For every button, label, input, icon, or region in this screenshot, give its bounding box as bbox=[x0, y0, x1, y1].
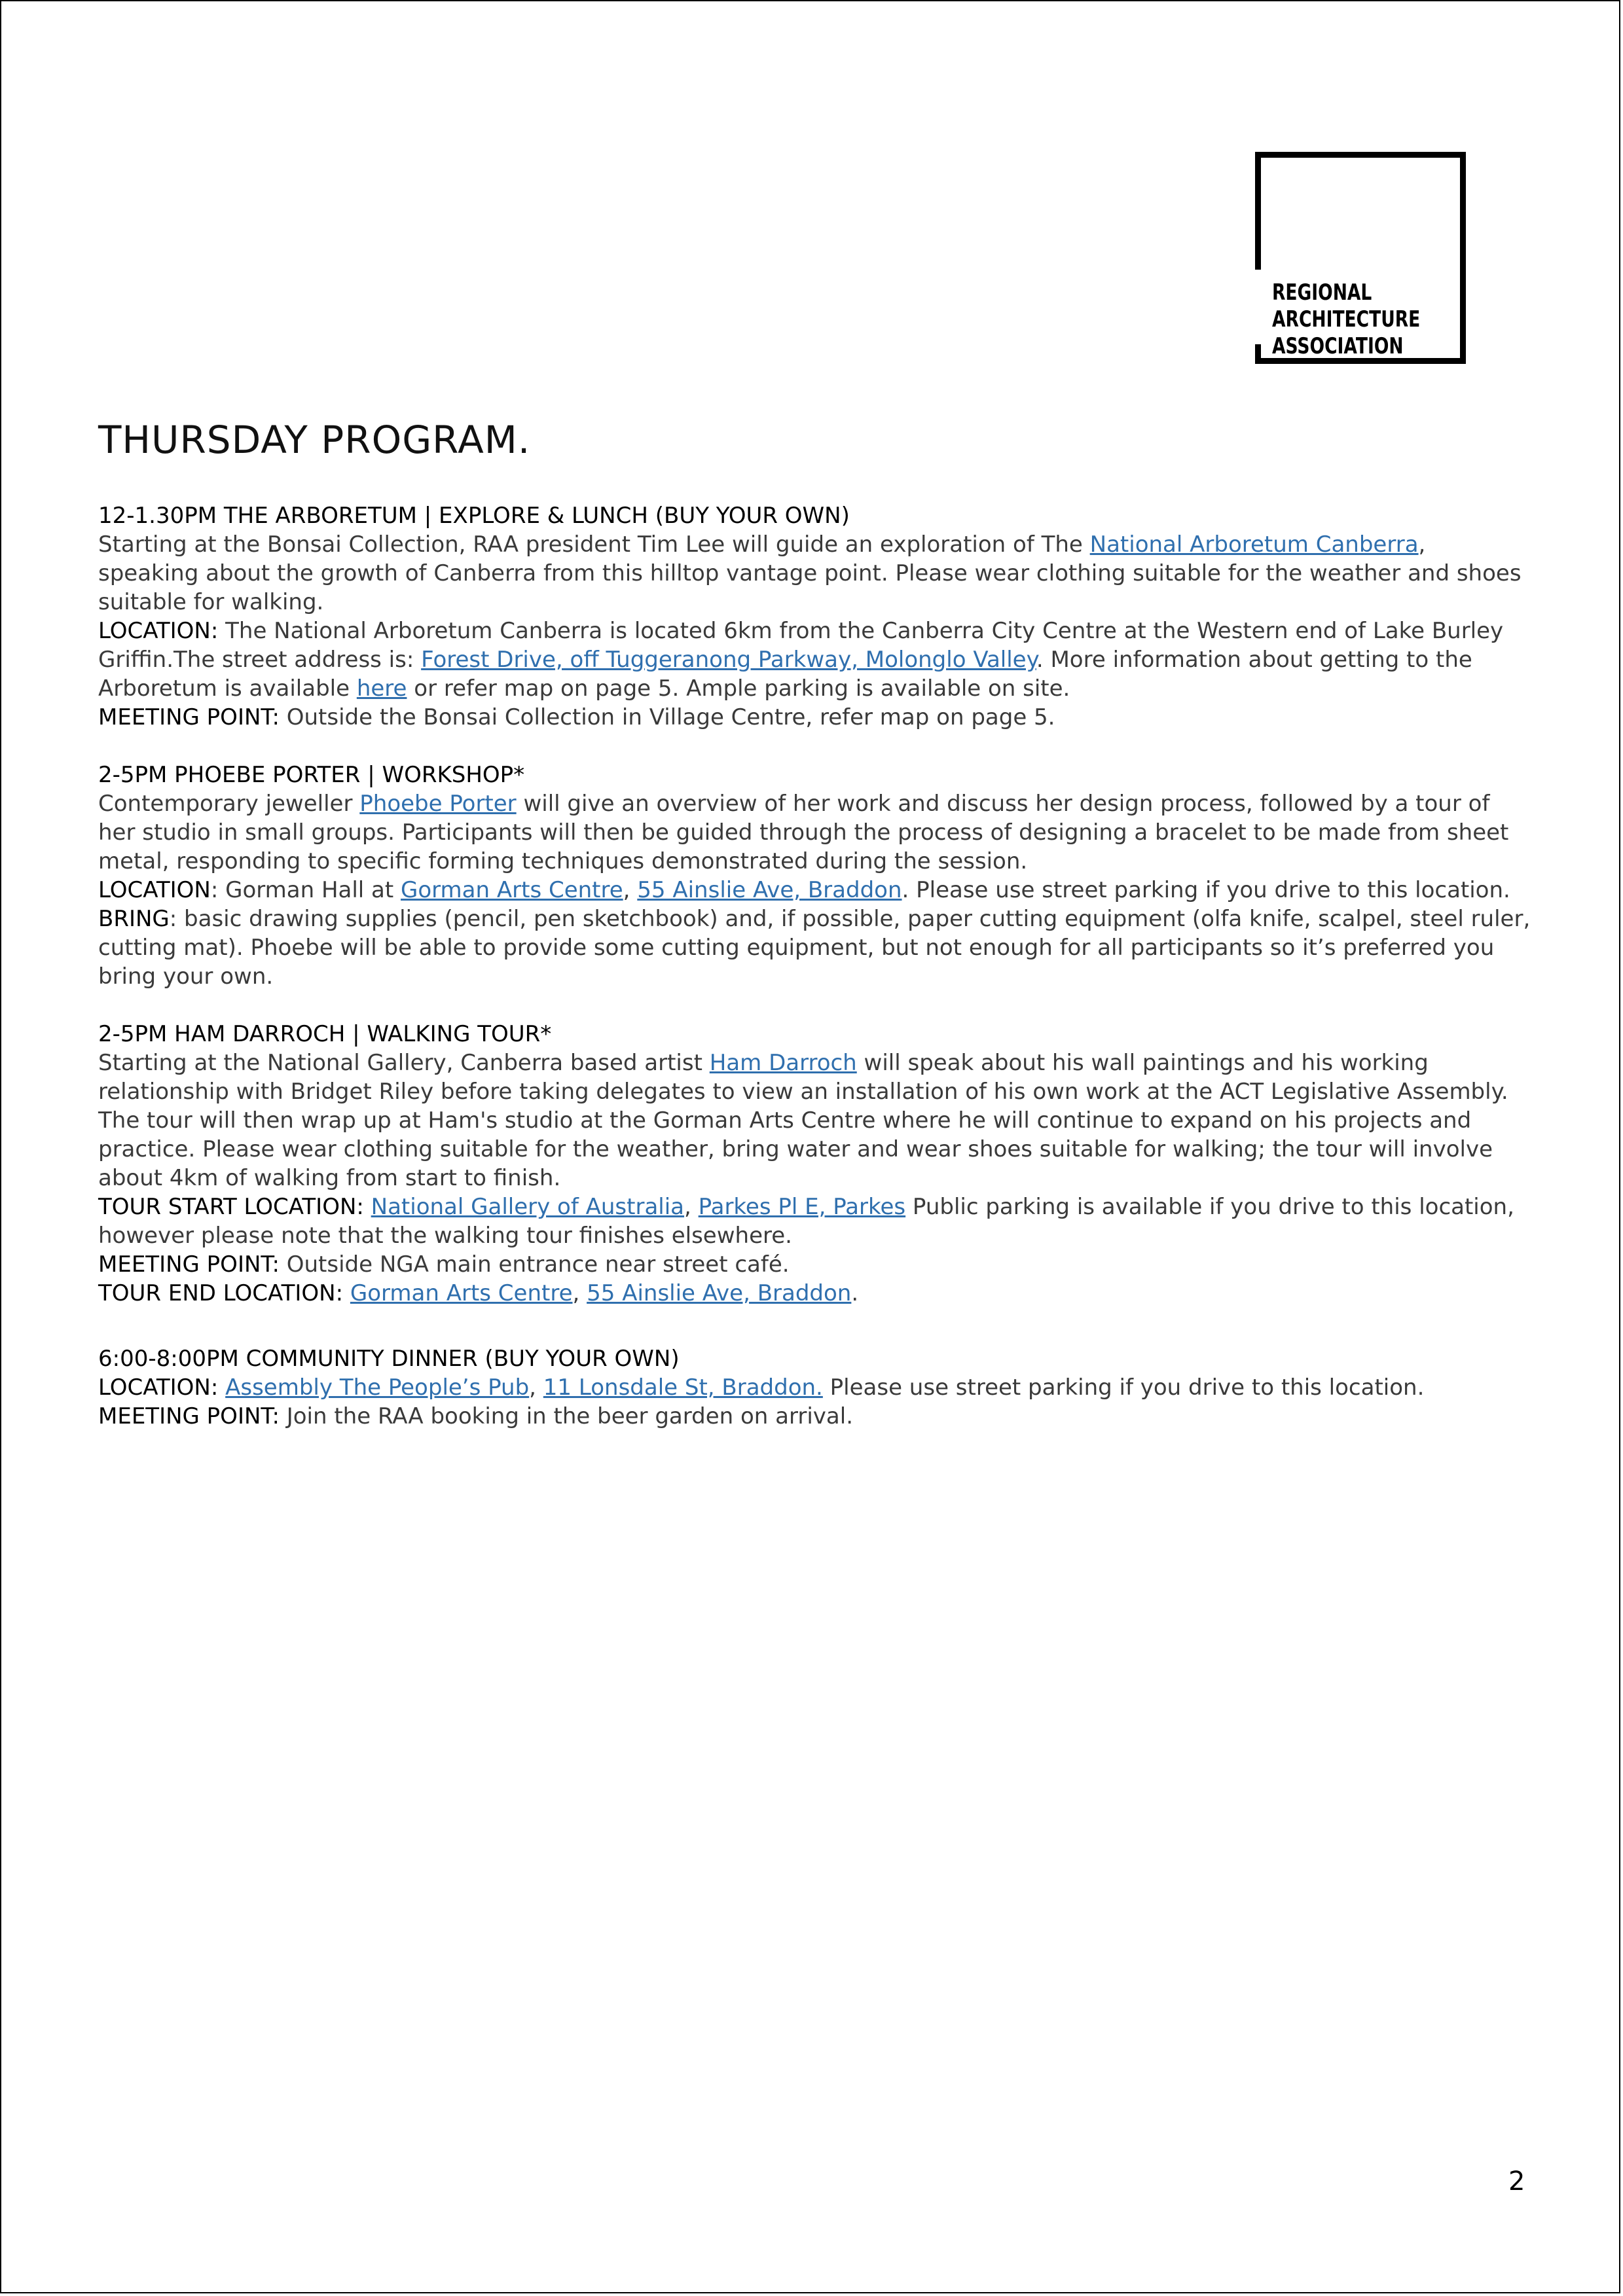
link-assembly-pub[interactable]: Assembly The People’s Pub bbox=[225, 1374, 530, 1401]
raa-logo bbox=[1255, 152, 1466, 364]
location-label: LOCATION: bbox=[98, 1374, 219, 1401]
bring-label: BRING bbox=[98, 906, 170, 932]
text: Starting at the Bonsai Collection, RAA president Tim Lee will guide an exploration of The bbox=[98, 531, 1090, 558]
meeting-label: MEETING POINT: bbox=[98, 1403, 280, 1429]
text: . More information about getting to the Arboretum is available bbox=[98, 647, 1472, 702]
text: , speaking about the growth of Canberra from this hilltop vantage point. Please wear clothing suitable for the weather and shoes suitable for walking. bbox=[98, 531, 1522, 615]
section-description bbox=[98, 789, 1532, 876]
section-ham-darroch bbox=[98, 1020, 1532, 1308]
page-title: THURSDAY PROGRAM. bbox=[98, 418, 531, 462]
logo-frame-segment bbox=[1255, 344, 1261, 364]
text: , bbox=[529, 1374, 543, 1401]
location-line bbox=[98, 617, 1532, 703]
logo-wordmark bbox=[1272, 279, 1420, 360]
tour-end-label: TOUR END LOCATION: bbox=[98, 1280, 344, 1306]
text: Starting at the National Gallery, Canberra based artist bbox=[98, 1050, 710, 1076]
link-gorman-arts-centre[interactable]: Gorman Arts Centre bbox=[350, 1280, 573, 1306]
location-label: LOCATION bbox=[98, 877, 211, 903]
section-heading: 2-5PM PHOEBE PORTER | WORKSHOP* bbox=[98, 762, 525, 788]
document-body bbox=[98, 412, 1532, 1431]
link-national-gallery[interactable]: National Gallery of Australia bbox=[371, 1194, 685, 1220]
text: , bbox=[623, 877, 638, 903]
location-line bbox=[98, 876, 1532, 905]
bring-line bbox=[98, 905, 1532, 991]
section-heading: 12-1.30PM THE ARBORETUM | EXPLORE & LUNCH (BUY YOUR OWN) bbox=[98, 503, 850, 529]
link-parkes-pl[interactable]: Parkes Pl E, Parkes bbox=[698, 1194, 906, 1220]
text: Outside NGA main entrance near street café. bbox=[279, 1251, 790, 1278]
text: Please use street parking if you drive to this location. bbox=[822, 1374, 1425, 1401]
text: : basic drawing supplies (pencil, pen sketchbook) and, if possible, paper cutting equipment (olfa knife, scalpel, steel ruler, cutting mat). Phoebe will be able to provide some cutting equipment, but not enough for all participants so it’s preferred you bring your own. bbox=[98, 906, 1531, 990]
link-ainslie-ave[interactable]: 55 Ainslie Ave, Braddon bbox=[637, 877, 902, 903]
meeting-label: MEETING POINT: bbox=[98, 704, 280, 730]
tour-start-label: TOUR START LOCATION: bbox=[98, 1194, 364, 1220]
link-forest-drive[interactable]: Forest Drive, off Tuggeranong Parkway, Molonglo Valley bbox=[421, 647, 1036, 673]
text bbox=[343, 1280, 350, 1306]
location-label: LOCATION: bbox=[98, 618, 219, 644]
section-heading: 2-5PM HAM DARROCH | WALKING TOUR* bbox=[98, 1021, 552, 1047]
meeting-point-line bbox=[98, 1250, 1532, 1279]
text: Outside the Bonsai Collection in Village Centre, refer map on page 5. bbox=[279, 704, 1055, 730]
meeting-point-line bbox=[98, 1402, 1532, 1431]
section-description bbox=[98, 530, 1532, 617]
text: will speak about his wall paintings and his working relationship with Bridget Riley before taking delegates to view an installation of his own work at the ACT Legislative Assembly. The tour will then wrap up at Ham's studio at the Gorman Arts Centre where he will continue to expand on his projects and practice. Please wear clothing suitable for the weather, bring water and wear shoes suitable for walking; the tour will involve about 4km of walking from start to finish. bbox=[98, 1050, 1508, 1191]
section-heading: 6:00-8:00PM COMMUNITY DINNER (BUY YOUR OWN) bbox=[98, 1346, 680, 1372]
text: or refer map on page 5. Ample parking is available on site. bbox=[407, 675, 1070, 702]
logo-line: ARCHITECTURE bbox=[1272, 306, 1421, 332]
link-national-arboretum[interactable]: National Arboretum Canberra bbox=[1089, 531, 1419, 558]
page-number: 2 bbox=[1508, 2166, 1525, 2197]
link-ainslie-ave[interactable]: 55 Ainslie Ave, Braddon bbox=[587, 1280, 852, 1306]
meeting-label: MEETING POINT: bbox=[98, 1251, 280, 1278]
text: Contemporary jeweller bbox=[98, 791, 360, 817]
text bbox=[364, 1194, 371, 1220]
location-line bbox=[98, 1373, 1532, 1402]
text bbox=[218, 1374, 225, 1401]
text: . bbox=[851, 1280, 859, 1306]
tour-end-line bbox=[98, 1279, 1532, 1308]
text: The National Arboretum Canberra is located 6km from the Canberra City Centre at the Western end of Lake Burley Griffin.The street address is: bbox=[98, 618, 1504, 673]
meeting-point-line bbox=[98, 703, 1532, 732]
section-description bbox=[98, 1049, 1532, 1193]
section-arboretum bbox=[98, 501, 1532, 732]
text: . Please use street parking if you drive to this location. bbox=[902, 877, 1510, 903]
text: , bbox=[684, 1194, 699, 1220]
text: : Gorman Hall at bbox=[210, 877, 401, 903]
logo-frame-segment bbox=[1255, 152, 1261, 270]
logo-line: REGIONAL bbox=[1272, 279, 1372, 306]
section-community-dinner bbox=[98, 1344, 1532, 1431]
link-here[interactable]: here bbox=[356, 675, 407, 702]
link-phoebe-porter[interactable]: Phoebe Porter bbox=[359, 791, 517, 817]
link-gorman-arts-centre[interactable]: Gorman Arts Centre bbox=[401, 877, 623, 903]
section-phoebe-porter bbox=[98, 761, 1532, 991]
text: will give an overview of her work and discuss her design process, followed by a tour of her studio in small groups. Participants will then be guided through the process of designing a bracelet to be made from sheet metal, responding to specific forming techniques demonstrated during the session. bbox=[98, 791, 1509, 874]
text: , bbox=[572, 1280, 587, 1306]
tour-start-line bbox=[98, 1193, 1532, 1250]
text: Public parking is available if you drive to this location, however please note that the walking tour finishes elsewhere. bbox=[98, 1194, 1514, 1249]
logo-line: ASSOCIATION bbox=[1272, 333, 1404, 359]
link-lonsdale-st[interactable]: 11 Lonsdale St, Braddon. bbox=[543, 1374, 823, 1401]
text: Join the RAA booking in the beer garden on arrival. bbox=[279, 1403, 854, 1429]
link-ham-darroch[interactable]: Ham Darroch bbox=[709, 1050, 857, 1076]
